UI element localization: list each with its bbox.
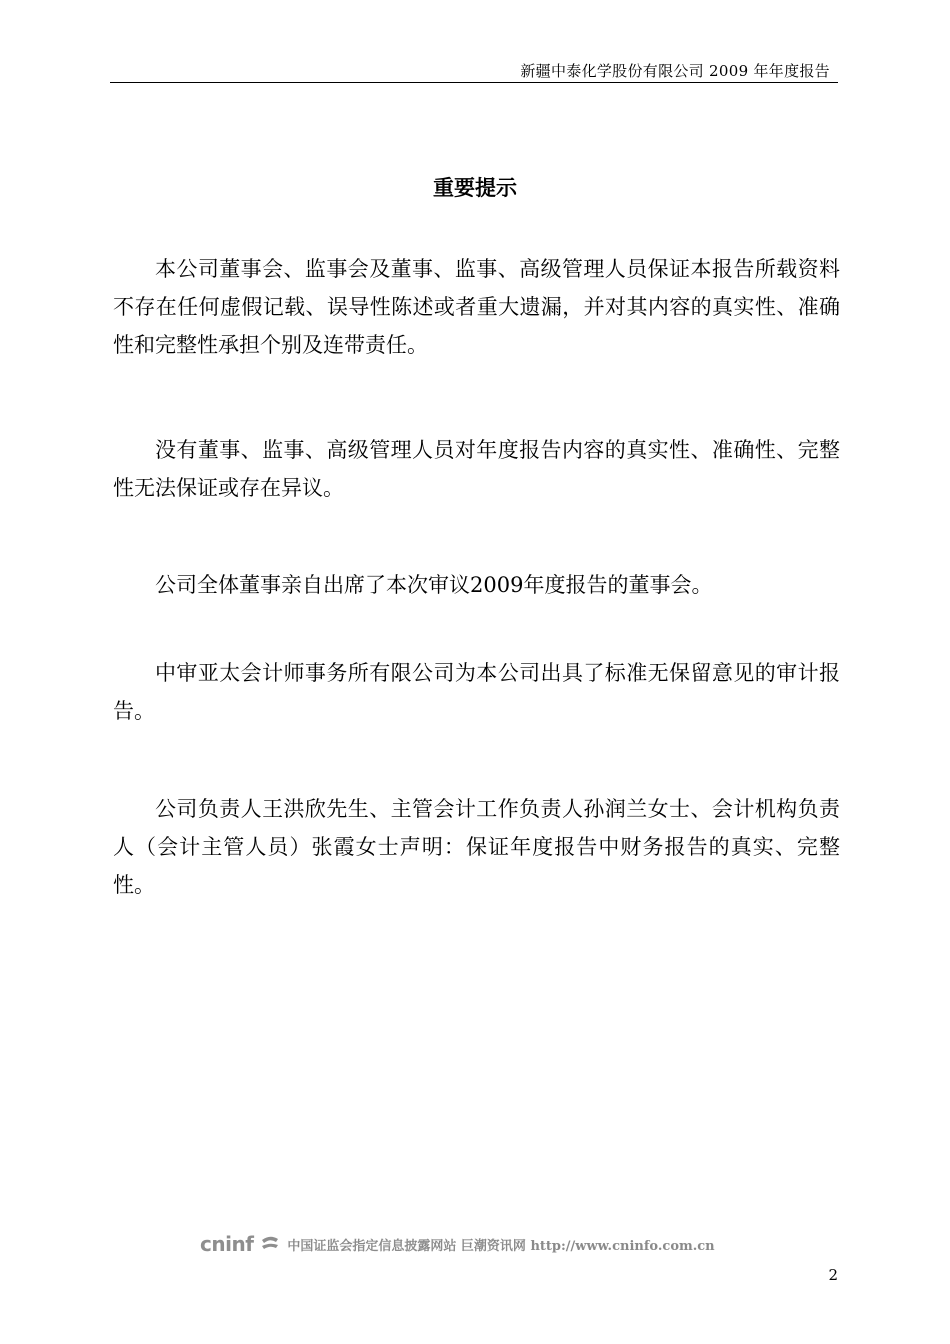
header-divider <box>110 82 838 83</box>
section-title: 重要提示 <box>433 175 517 200</box>
paragraph-responsible-statement: 公司负责人王洪欣先生、主管会计工作负责人孙润兰女士、会计机构负责人（会计主管人员）张霞女士声明：保证年度报告中财务报告的真实、完整性。 <box>113 797 840 897</box>
cninfo-logo-icon <box>259 1234 281 1254</box>
page-number: 2 <box>828 1266 838 1284</box>
footer-banner <box>200 1232 715 1256</box>
document-header: 新疆中泰化学股份有限公司 2009 年年度报告 <box>520 62 830 80</box>
paragraph-guarantee: 本公司董事会、监事会及董事、监事、高级管理人员保证本报告所载资料不存在任何虚假记载、误导性陈述或者重大遗漏，并对其内容的真实性、准确性和完整性承担个别及连带责任。 <box>113 257 840 357</box>
footer-website-text: 中国证监会指定信息披露网站 巨潮资讯网 http://www.cninfo.com.cn <box>287 1238 715 1254</box>
footer-logo-text: cninf <box>200 1232 254 1256</box>
paragraph-board-attendance: 公司全体董事亲自出席了本次审议2009年度报告的董事会。 <box>155 573 713 597</box>
paragraph-no-objection: 没有董事、监事、高级管理人员对年度报告内容的真实性、准确性、完整性无法保证或存在异议。 <box>113 438 840 500</box>
paragraph-audit-opinion: 中审亚太会计师事务所有限公司为本公司出具了标准无保留意见的审计报告。 <box>113 661 840 723</box>
